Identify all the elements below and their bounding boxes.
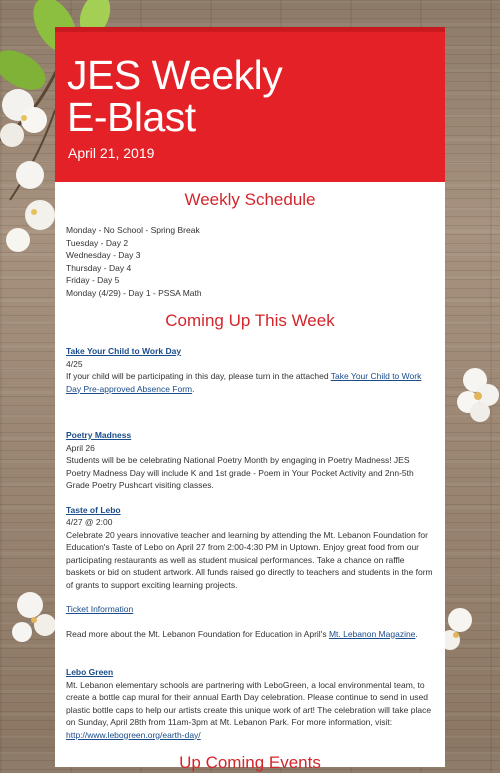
take-child-after: . [192,383,195,394]
take-child-text: If your child will be participating in this day, please turn in the attached [66,371,331,381]
schedule-line: Monday - No School - Spring Break [66,225,200,235]
newsletter-date: April 21, 2019 [68,145,155,161]
schedule-line: Tuesday - Day 2 [66,237,129,248]
spacer [66,652,434,666]
schedule-line: Friday - Day 5 [66,275,120,285]
absence-form-link[interactable]: Take Your Child to Work Day Pre-approved Absence Form [66,371,422,394]
poetry-text: Students will be be celebrating National Poetry Month by engaging in Poetry Madness! JES Poetry Madness Day will include K and 1st grade - Poem in Your Pocket Activity and 2nn-5th Grade Poetry Pushcart visiting classes. [66,455,414,490]
blossom-bottom-right-decoration [440,595,500,665]
lebo-green-item [66,666,434,741]
lebogreen-url-link[interactable]: http://www.lebogreen.org/earth-day/ [66,729,201,740]
newsletter-title [67,54,367,138]
lebo-green-text: Mt. Lebanon elementary schools are partnering with LeboGreen, a local environmental team, to create a bottle cap mural for their annual Earth Day celebration. Please continue to send in used plastic bottle caps to help our artists create this unique work of art! The celebration will take place on Sunday, April 28th from 11am-3pm at Mt. Lebanon Park. For more information, visit: [66,679,432,727]
title-line-1: JES Weekly [67,52,283,98]
read-more-after: . [415,628,418,639]
taste-of-lebo-link[interactable]: Taste of Lebo [66,504,121,515]
taste-of-lebo-item [66,504,434,641]
take-child-date: 4/25 [66,358,83,369]
spacer [66,407,434,429]
taste-text: Celebrate 20 years innovative teacher and learning by attending the Mt. Lebanon Foundation for Education's Taste of Lebo on April 27 from 2:00-4:30 PM in Uptown. Enjoy great food from our participating restaurants as well as student musical performances. Take a chance on raffle baskets or bid on student artwork. All funds raised go directly to teachers and students in the form of grants to support exciting learning projects. [66,529,433,590]
coming-up-heading: Coming Up This Week [165,311,335,330]
take-child-to-work-link[interactable]: Take Your Child to Work Day [66,346,182,356]
poetry-madness-item [66,429,434,492]
schedule-line: Thursday - Day 4 [66,262,132,273]
take-child-to-work-item [66,345,434,395]
weekly-schedule-heading: Weekly Schedule [184,190,316,209]
coming-up-content [55,345,445,741]
upcoming-events-heading: Up Coming Events [179,753,321,772]
schedule-line: Monday (4/29) - Day 1 - PSSA Math [66,287,202,298]
title-line-2: E-Blast [67,94,196,140]
taste-date: 4/27 @ 2:00 [66,517,113,527]
read-more-text: Read more about the Mt. Lebanon Foundation for Education in April's [66,628,329,639]
newsletter-card [55,27,445,772]
hero-banner [55,27,445,182]
poetry-date: April 26 [66,442,95,453]
ticket-information-link[interactable]: Ticket Information [66,604,134,614]
magazine-link[interactable]: Mt. Lebanon Magazine [328,628,416,639]
poetry-madness-link[interactable]: Poetry Madness [66,430,132,440]
weekly-schedule-list [55,224,445,299]
lebo-green-link[interactable]: Lebo Green [66,667,114,677]
schedule-line: Wednesday - Day 3 [66,250,141,260]
blossom-right-decoration [440,350,500,440]
blossom-bottom-left-decoration [0,580,60,660]
